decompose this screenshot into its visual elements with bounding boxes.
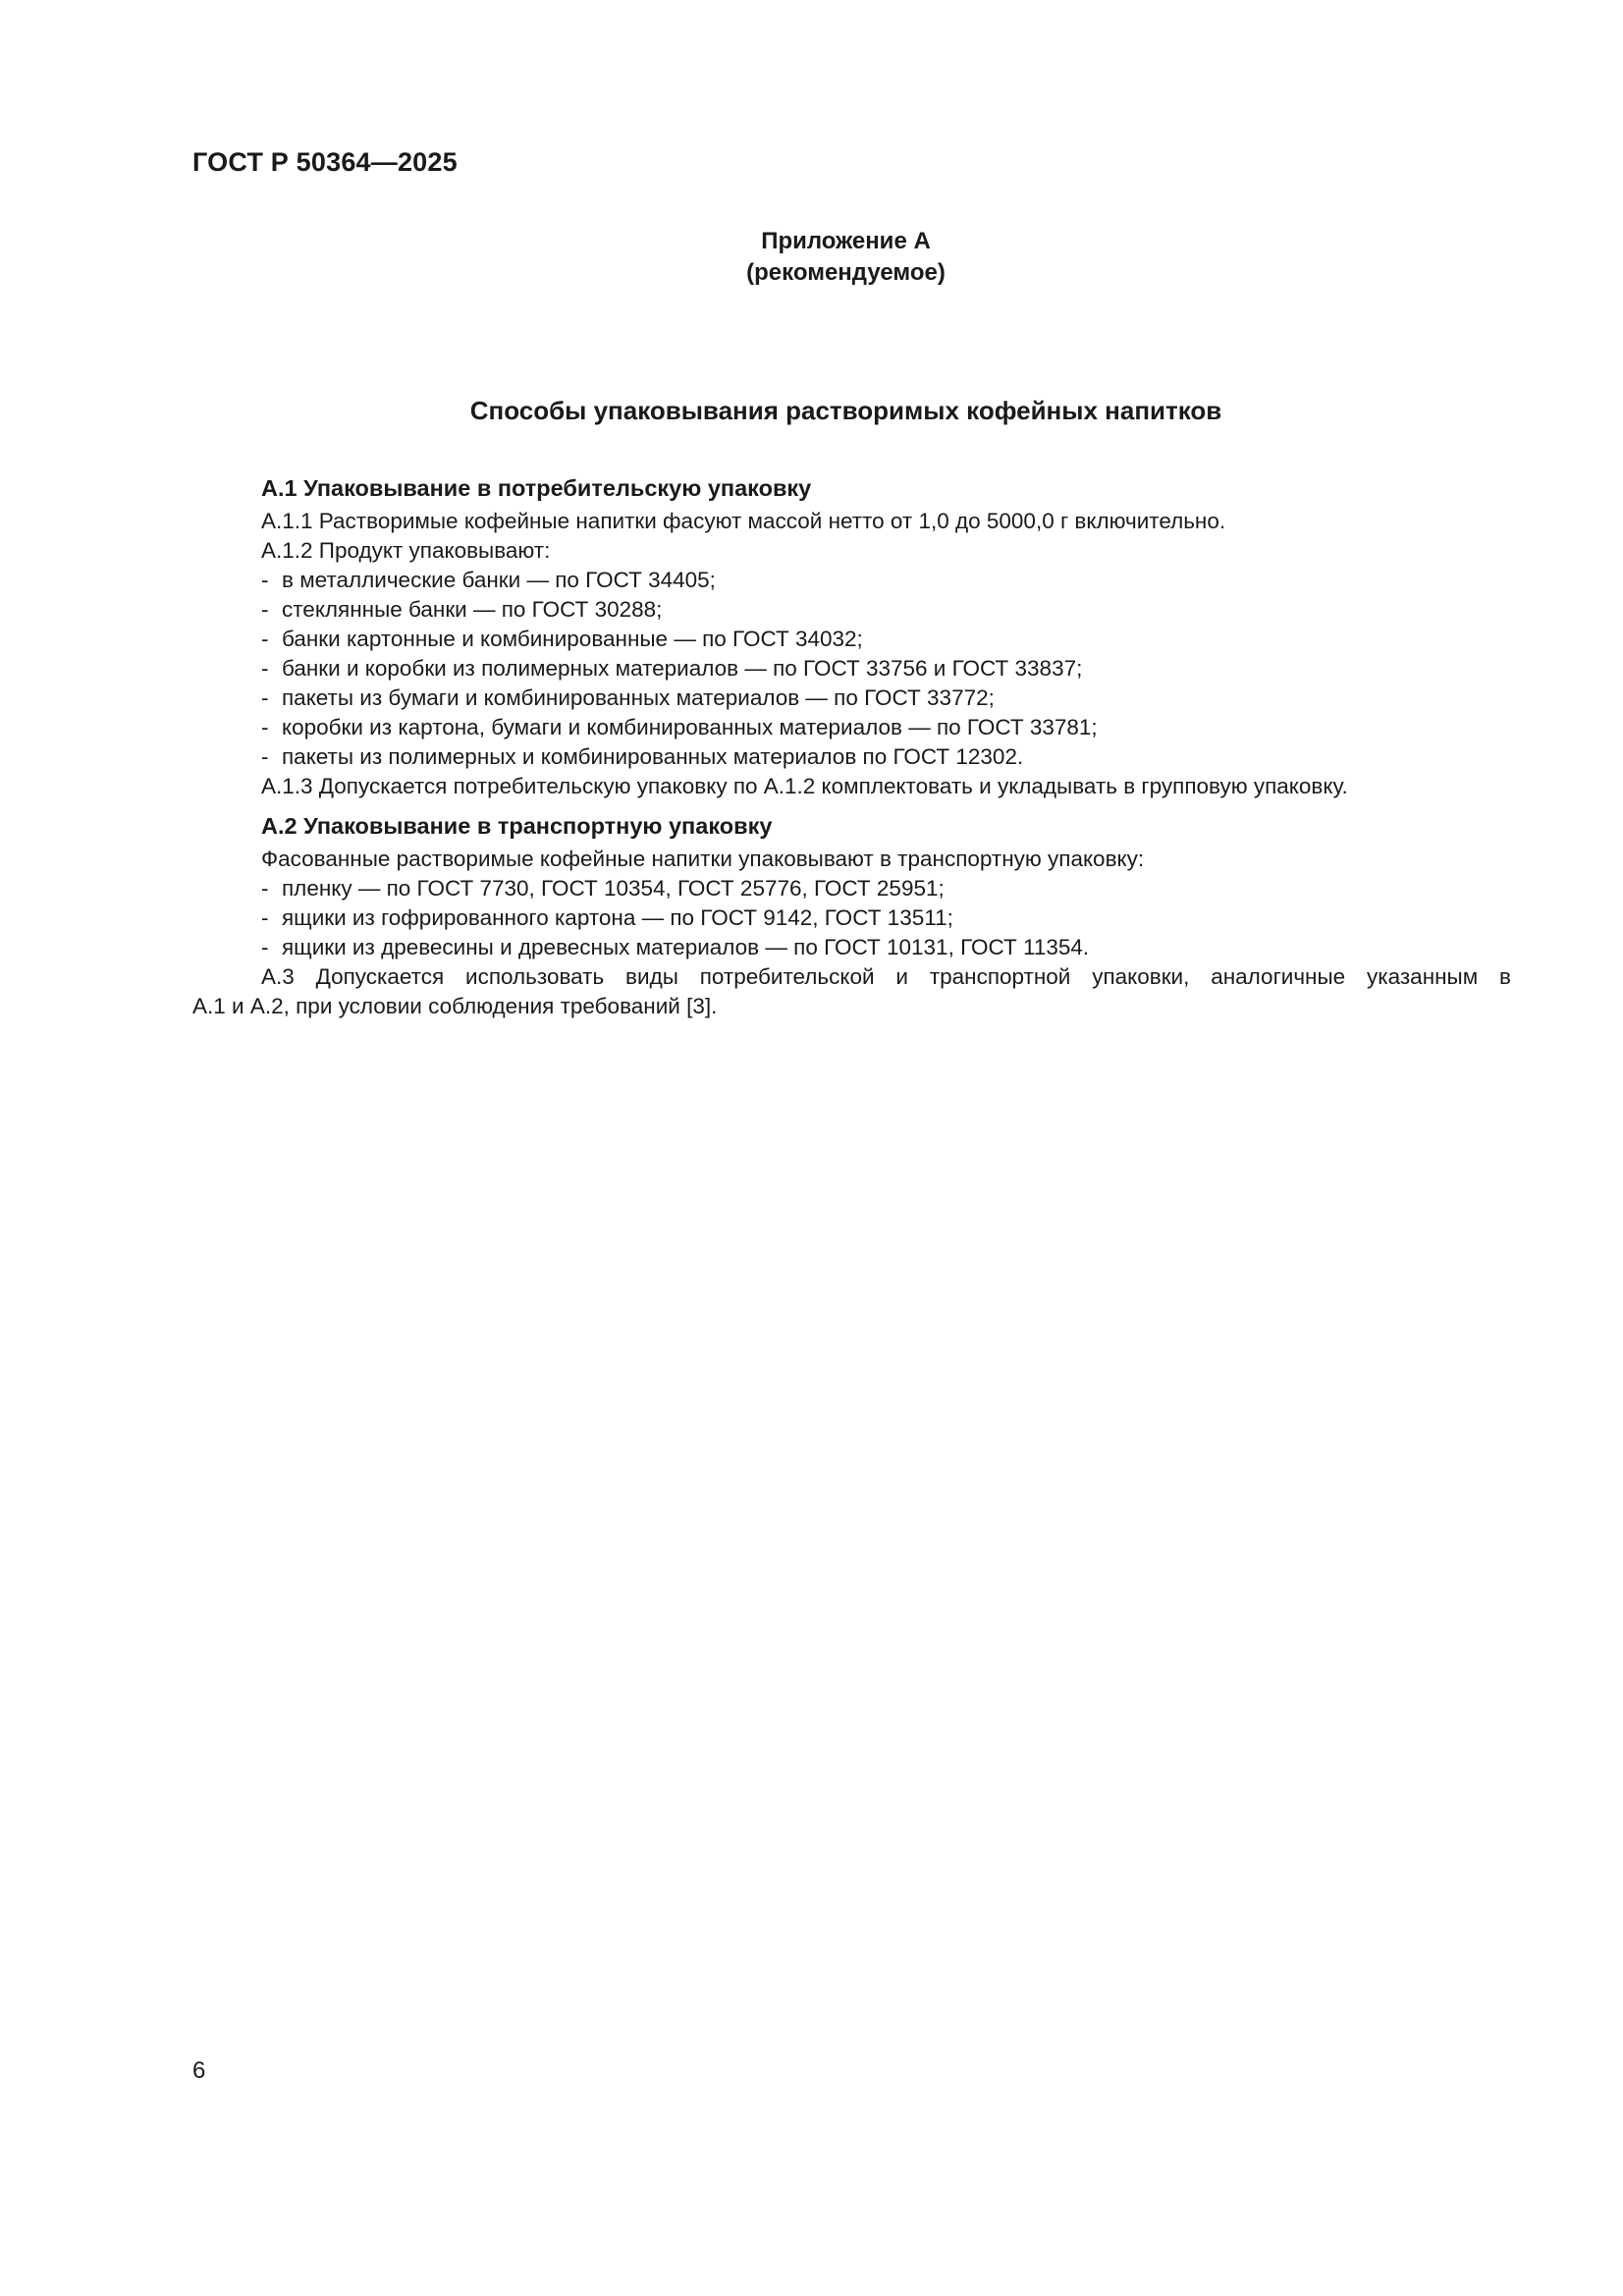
list-item: - пленку — по ГОСТ 7730, ГОСТ 10354, ГОСТ 25776, ГОСТ 25951; <box>192 874 1511 903</box>
paragraph-a3-line1: А.3 Допускается использовать виды потребительской и транспортной упаковки, аналогичные указанным в <box>261 964 1511 989</box>
list-item: - банки и коробки из полимерных материалов — по ГОСТ 33756 и ГОСТ 33837; <box>192 654 1511 683</box>
list-item: - стеклянные банки — по ГОСТ 30288; <box>192 595 1511 625</box>
standard-header: ГОСТ Р 50364—2025 <box>192 147 458 177</box>
section-a1-heading: А.1 Упаковывание в потребительскую упаковку <box>261 475 812 501</box>
paragraph-a1-3: А.1.3 Допускается потребительскую упаковку по А.1.2 комплектовать и укладывать в групповую упаковку. <box>261 774 1348 798</box>
document-body <box>192 473 1511 1021</box>
paragraph-a1-2: А.1.2 Продукт упаковывают: <box>261 538 551 563</box>
paragraph-a3-line2: А.1 и А.2, при условии соблюдения требований [3]. <box>192 994 718 1018</box>
bullet-marker: - <box>261 905 269 930</box>
page-title <box>0 396 1623 426</box>
bullet-marker: - <box>261 744 269 769</box>
list-item: - ящики из древесины и древесных материалов — по ГОСТ 10131, ГОСТ 11354. <box>192 933 1511 962</box>
page-title-text: Способы упаковывания растворимых кофейных напитков <box>469 396 1222 425</box>
page-number: 6 <box>192 2057 206 2084</box>
bullet-marker: - <box>261 627 269 651</box>
appendix-title: Приложение А <box>761 228 931 254</box>
list-item: - коробки из картона, бумаги и комбинированных материалов — по ГОСТ 33781; <box>192 713 1511 742</box>
list-item: - в металлические банки — по ГОСТ 34405; <box>192 566 1511 595</box>
bullet-marker: - <box>261 597 269 622</box>
bullet-marker: - <box>261 935 269 959</box>
paragraph-a2-intro: Фасованные растворимые кофейные напитки упаковывают в транспортную упаковку: <box>261 847 1145 871</box>
bullet-marker: - <box>261 656 269 681</box>
list-item: - пакеты из полимерных и комбинированных материалов по ГОСТ 12302. <box>192 742 1511 772</box>
bullet-marker: - <box>261 876 269 901</box>
list-item: - ящики из гофрированного картона — по ГОСТ 9142, ГОСТ 13511; <box>192 903 1511 933</box>
bullet-marker: - <box>261 715 269 739</box>
bullet-marker: - <box>261 568 269 592</box>
list-item: - пакеты из бумаги и комбинированных материалов — по ГОСТ 33772; <box>192 683 1511 713</box>
section-a2-heading: А.2 Упаковывание в транспортную упаковку <box>261 813 773 839</box>
paragraph-a1-1: А.1.1 Растворимые кофейные напитки фасуют массой нетто от 1,0 до 5000,0 г включительно. <box>261 509 1226 533</box>
appendix-status: (рекомендуемое) <box>746 259 946 286</box>
appendix-heading <box>0 226 1623 289</box>
list-item: - банки картонные и комбинированные — по ГОСТ 34032; <box>192 625 1511 654</box>
bullet-marker: - <box>261 685 269 710</box>
